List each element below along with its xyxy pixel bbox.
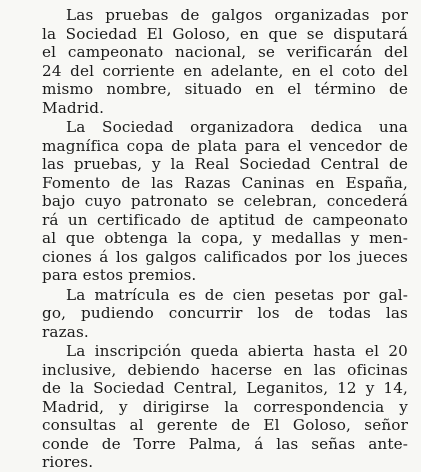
text-line: 24 del corriente en adelante, en el coto del [42,61,408,80]
paragraph-1 [16,6,408,117]
text-line: inclusive, debiendo hacerse en las oficinas [42,360,408,379]
text-line: mismo nombre, situado en el término de [42,80,408,98]
text-line: La inscripción queda abierta hasta el 20 [66,342,408,360]
text-line: Fomento de las Razas Caninas en España, [42,173,408,192]
text-line: la Sociedad El Goloso, en que se disputará [42,24,408,43]
text-line: bajo cuyo patronato se celebran, concederá [42,192,408,210]
text-line: Las pruebas de galgos organizadas por [66,6,408,24]
text-line: magnífica copa de plata para el vencedor de [42,136,408,155]
paragraph-2 [16,118,408,285]
text-line: La matrícula es de cien pesetas por gal- [66,285,408,304]
text-line: riores. [42,453,94,471]
article-column [16,6,408,472]
text-line: de la Sociedad Central, Leganitos, 12 y 14, [42,379,408,397]
text-line: las pruebas, y la Real Sociedad Central de [42,155,408,173]
text-line: Madrid. [42,98,105,117]
text-line: el campeonato nacional, se verificarán del [42,43,408,61]
text-line: consultas al gerente de El Goloso, señor [42,416,408,434]
text-line: ciones á los galgos calificados por los jueces [42,247,408,266]
paragraph-4 [16,342,408,472]
paragraph-3 [16,286,408,342]
text-line: al que obtenga la copa, y medallas y men- [42,229,408,247]
text-line: go, pudiendo concurrir los de todas las [42,304,408,322]
text-line: conde de Torre Palma, á las señas ante- [42,434,408,453]
text-line: Madrid, y dirigirse la correspondencia y [42,397,408,416]
text-line: para estos premios. [42,266,197,284]
text-line: rá un certificado de aptitud de campeonato [42,210,408,229]
text-line: razas. [42,322,89,341]
text-line: La Sociedad organizadora dedica una [66,118,408,136]
